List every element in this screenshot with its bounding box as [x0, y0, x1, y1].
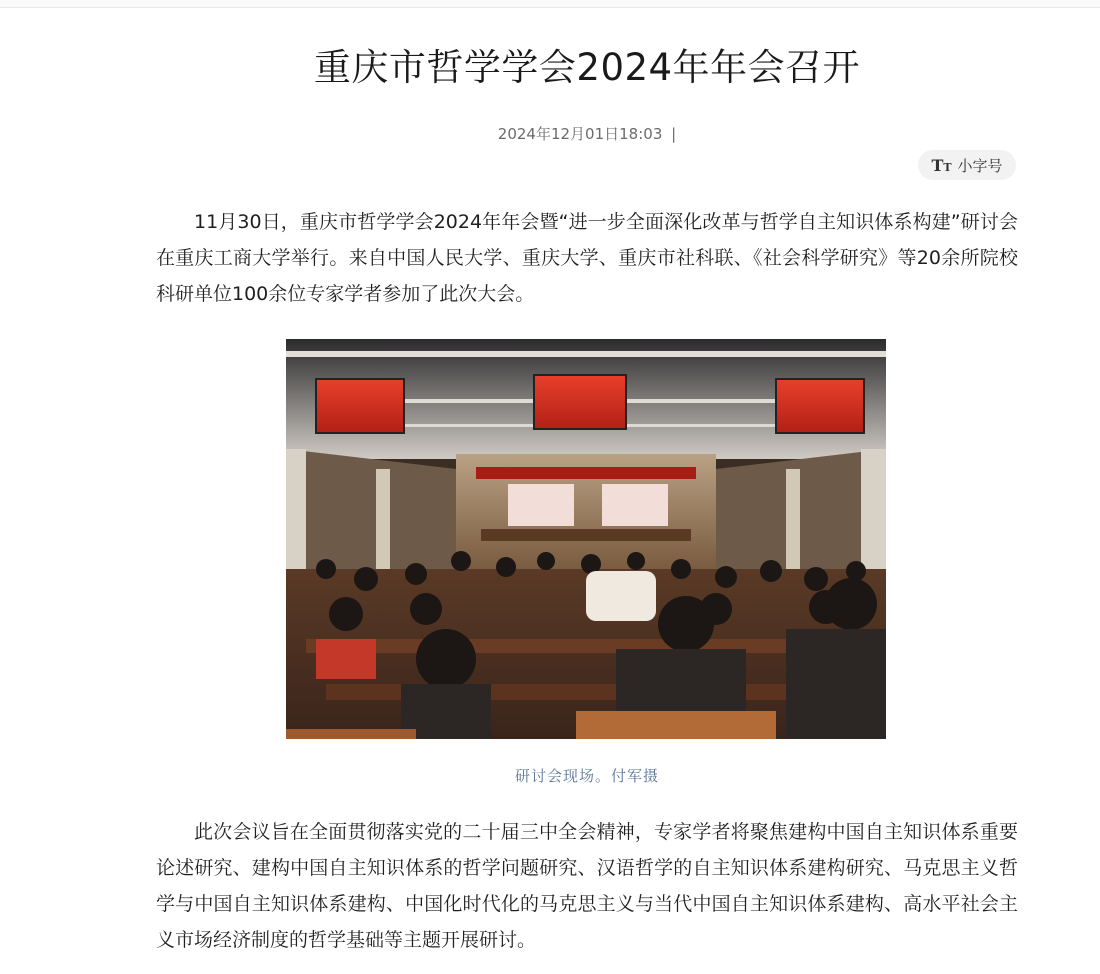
photo-caption: 研讨会现场。付军摄 [514, 767, 659, 785]
page-title: 重庆市哲学学会2024年年会召开 [313, 46, 861, 89]
font-size-toggle-label: 小字号 [957, 156, 1003, 175]
article-paragraph: 此次会议旨在全面贯彻落实党的二十届三中全会精神，专家学者将聚焦建构中国自主知识体系重要论述研究、建构中国自主知识体系的哲学问题研究、汉语哲学的自主知识体系建构研究、马克思主义哲学与中国自主知识体系建构、中国化时代化的马克思主义与当代中国自主知识体系建构、高水平社会主义市场经济制度的哲学基础等主题开展研讨。 [156, 821, 1018, 951]
conference-photo [286, 339, 886, 739]
article-paragraph: 11月30日，重庆市哲学学会2024年年会暨“进一步全面深化改革与哲学自主知识体系构建”研讨会在重庆工商大学举行。来自中国人民大学、重庆大学、重庆市社科联、《社会科学研究》等20余所院校科研单位100余位专家学者参加了此次大会。 [156, 211, 1018, 305]
top-divider [0, 0, 1100, 8]
article-meta [156, 123, 1018, 145]
font-size-toggle-button[interactable] [918, 150, 1016, 180]
text-size-icon: TT [931, 155, 952, 175]
meta-separator: | [671, 125, 677, 143]
publish-datetime: 2024年12月01日18:03 [497, 125, 663, 143]
